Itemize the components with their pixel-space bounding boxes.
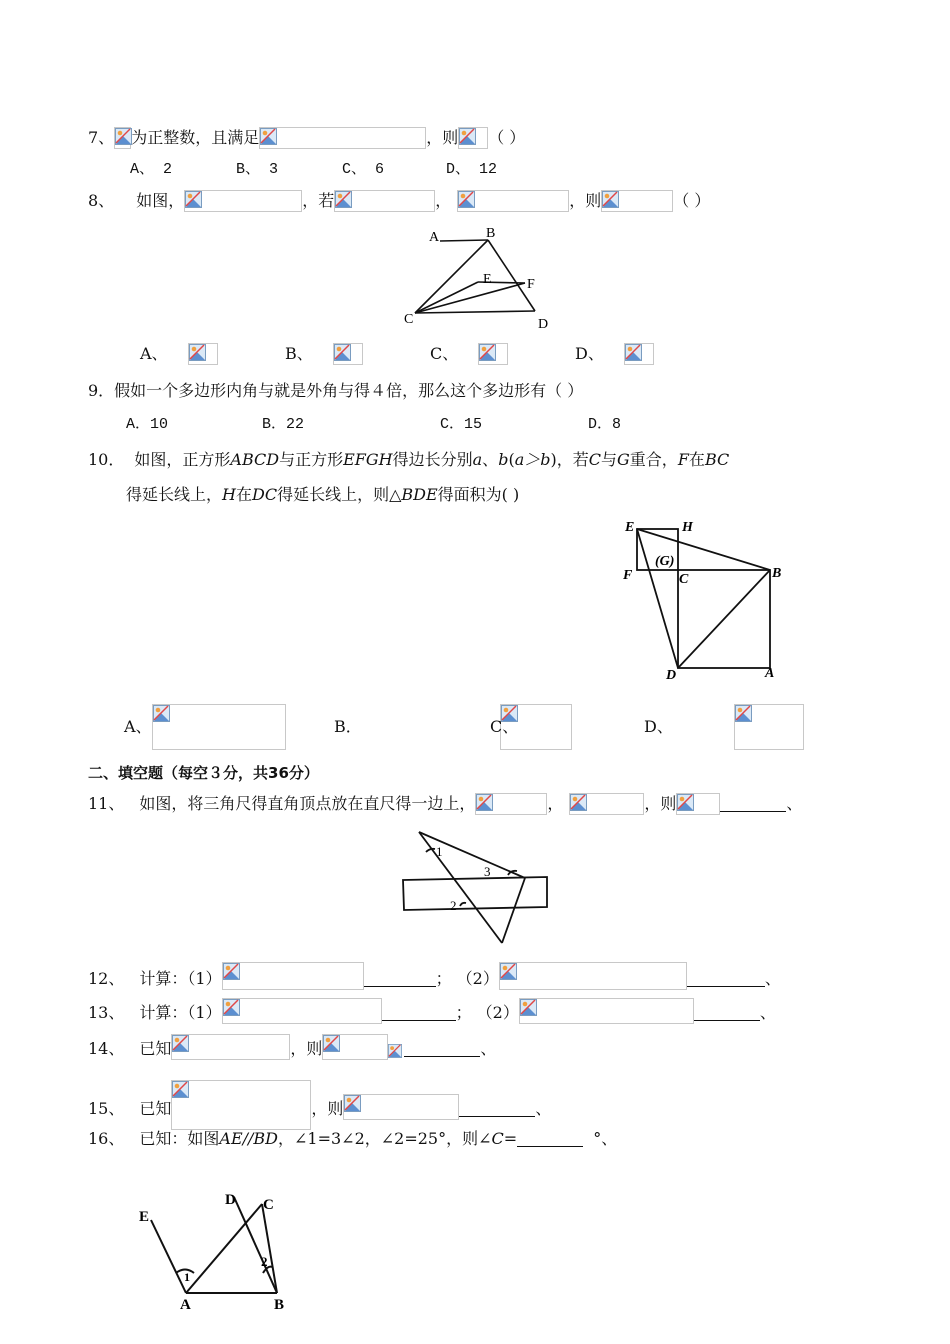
broken-image-icon: [520, 999, 537, 1016]
answer-blank[interactable]: [687, 970, 765, 987]
broken-image-icon: [677, 794, 694, 811]
broken-image-icon: [602, 191, 619, 208]
question-16: 16、 已知：如图AE//BD，∠1=3∠2，∠2=25°，则∠C= °、: [88, 1129, 618, 1148]
angle-3-label: 3: [484, 864, 491, 879]
broken-image-icon: [260, 128, 277, 145]
angle-2-label: 2: [261, 1254, 268, 1269]
question-number: 15、: [88, 1099, 125, 1118]
option-b[interactable]: B．: [334, 717, 362, 736]
broken-image-icon: [189, 344, 206, 361]
angle-1-label: 1: [184, 1270, 190, 1284]
formula-image: [734, 704, 804, 750]
formula-image: [322, 1034, 388, 1060]
question-13: 13、 计算：（1） ； （2） 、: [88, 998, 776, 1024]
broken-image-icon: [459, 128, 476, 145]
question-12: 12、 计算：（1） ； （2） 、: [88, 962, 781, 990]
formula-image: [114, 127, 131, 149]
option-b[interactable]: B、: [285, 343, 363, 365]
q16-figure: [135, 1185, 300, 1315]
answer-blank[interactable]: [404, 1040, 480, 1057]
formula-image: [478, 343, 508, 365]
label-a: A: [180, 1297, 191, 1313]
label-c: C: [679, 572, 689, 587]
formula-image: [333, 343, 363, 365]
option-c[interactable]: C．15: [440, 416, 483, 433]
label-g: (G): [655, 554, 675, 569]
label-a: A: [429, 230, 440, 245]
question-14: 14、 已知 ，则 、: [88, 1034, 496, 1060]
formula-image: [475, 793, 547, 815]
question-10-line-2: 得延长线上，H在DC得延长线上，则△BDE得面积为( ): [126, 485, 520, 504]
q10-figure: [615, 515, 795, 685]
label-f: F: [623, 568, 633, 583]
broken-image-icon: [500, 963, 517, 980]
answer-blank[interactable]: [382, 1004, 456, 1021]
formula-image: [222, 998, 382, 1024]
broken-image-icon: [172, 1035, 189, 1052]
q8-options: [140, 343, 660, 369]
option-b[interactable]: B、 3: [236, 161, 279, 178]
formula-image: [334, 190, 435, 212]
question-number: 12、: [88, 969, 125, 988]
label-h: H: [682, 520, 693, 535]
formula-image: [519, 998, 694, 1024]
label-e: E: [139, 1209, 150, 1225]
question-10-line-1: 10． 如图，正方形ABCD与正方形EFGH得边长分别a、b(a＞b)，若C与G重合，F在BC: [88, 450, 730, 469]
broken-image-icon: [172, 1081, 189, 1098]
formula-image: [676, 793, 720, 815]
label-b: B: [274, 1297, 285, 1313]
label-c: C: [404, 312, 414, 327]
broken-image-icon: [334, 344, 351, 361]
formula-image: [188, 343, 218, 365]
question-9: 9．假如一个多边形内角与就是外角与得４倍，那么这个多边形有（ ）: [88, 381, 584, 400]
option-a[interactable]: A、 2: [130, 161, 173, 178]
answer-blank[interactable]: [694, 1004, 760, 1021]
option-c[interactable]: C、: [490, 717, 519, 736]
formula-image: [343, 1094, 459, 1120]
broken-image-icon: [323, 1035, 340, 1052]
formula-image: [569, 793, 644, 815]
broken-image-icon: [625, 344, 642, 361]
broken-image-icon: [223, 999, 240, 1016]
option-c[interactable]: C、 6: [342, 161, 385, 178]
broken-image-icon: [476, 794, 493, 811]
question-number: 14、: [88, 1039, 125, 1058]
formula-image: [601, 190, 673, 212]
question-7: 7、 为正整数，且满足 ，则 （ ）: [88, 128, 526, 147]
angle-1-label: 1: [436, 844, 443, 859]
broken-image-icon: [115, 128, 132, 145]
option-d[interactable]: D、: [644, 717, 673, 736]
broken-image-icon: [388, 1044, 402, 1058]
formula-image: [222, 962, 364, 990]
label-d: D: [538, 317, 549, 332]
broken-image-icon: [570, 794, 587, 811]
option-b[interactable]: B．22: [262, 416, 305, 433]
question-number: 10．: [88, 450, 125, 469]
label-a: A: [765, 666, 775, 681]
question-number: 8、: [88, 191, 115, 210]
option-d[interactable]: D、: [575, 343, 654, 365]
option-d[interactable]: D、 12: [446, 161, 498, 178]
formula-image: [184, 190, 302, 212]
question-15: 15、 已知 ，则 、: [88, 1080, 551, 1130]
q10-options: [124, 704, 764, 752]
option-a[interactable]: A．10: [126, 416, 169, 433]
broken-image-icon: [344, 1095, 361, 1112]
label-d: D: [225, 1192, 236, 1208]
question-11: 11、 如图，将三角尺得直角顶点放在直尺得一边上， ， ，则 、: [88, 794, 803, 813]
broken-image-icon: [153, 705, 170, 722]
formula-image: [171, 1034, 290, 1060]
question-number: 13、: [88, 1003, 125, 1022]
formula-image: [171, 1080, 311, 1130]
q11-figure: [398, 828, 554, 948]
broken-image-icon: [479, 344, 496, 361]
label-e: E: [483, 272, 492, 287]
label-c: C: [263, 1197, 274, 1213]
answer-parentheses: （ ）: [488, 128, 526, 147]
section-title: 二、填空题（每空３分，共36分）: [88, 764, 319, 782]
question-number: 16、: [88, 1129, 125, 1148]
formula-image: [152, 704, 286, 750]
broken-image-icon: [185, 191, 202, 208]
answer-blank[interactable]: [364, 970, 436, 987]
formula-image: [458, 127, 488, 149]
formula-image: [259, 127, 426, 149]
broken-image-icon: [458, 191, 475, 208]
formula-image: [499, 962, 687, 990]
answer-blank[interactable]: [459, 1100, 535, 1117]
broken-image-icon: [223, 963, 240, 980]
formula-image: [457, 190, 569, 212]
option-c[interactable]: C、: [430, 343, 508, 365]
label-f: F: [527, 277, 535, 292]
question-number: 7、: [88, 128, 115, 147]
broken-image-icon: [335, 191, 352, 208]
question-8: 8、 如图， ，若 ， ，则 （ ）: [88, 191, 711, 210]
option-a[interactable]: A、: [140, 343, 218, 365]
formula-image: [624, 343, 654, 365]
angle-2-label: 2: [450, 898, 457, 913]
answer-blank[interactable]: [720, 795, 786, 812]
broken-image-icon: [735, 705, 752, 722]
answer-parentheses: （ ）: [673, 191, 711, 210]
option-d[interactable]: D．8: [588, 416, 622, 433]
option-a[interactable]: A、: [124, 717, 152, 736]
label-b: B: [486, 226, 496, 241]
label-e: E: [625, 520, 635, 535]
label-b: B: [772, 566, 782, 581]
answer-blank[interactable]: [517, 1130, 583, 1147]
formula-image: [388, 1044, 404, 1060]
label-d: D: [666, 668, 677, 683]
q8-figure: [395, 220, 565, 335]
question-number: 11、: [88, 794, 125, 813]
